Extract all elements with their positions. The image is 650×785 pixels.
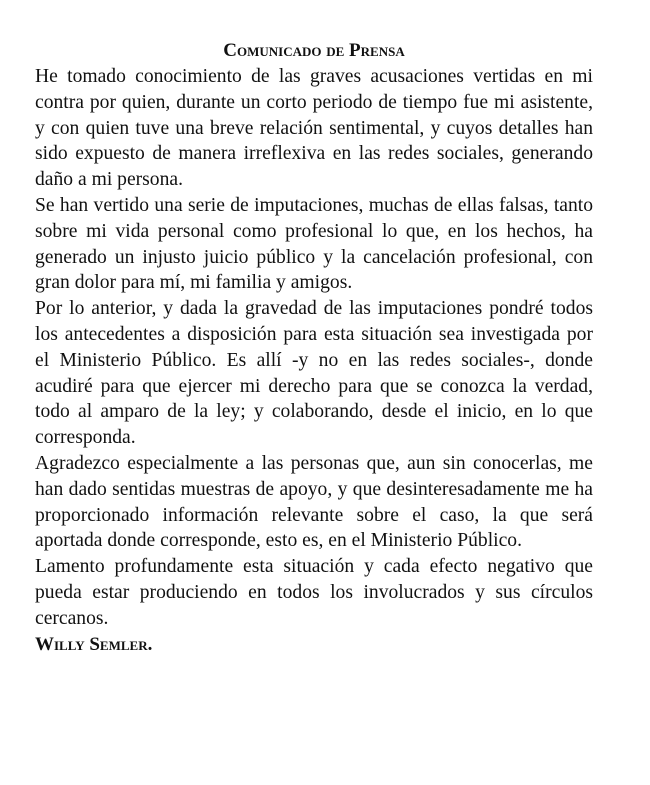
paragraph-4: Agradezco especialmente a las personas que, aun sin conocerlas, me han dado sentidas muestras de apoyo, y que desinteresadamente me ha proporcionado información relevante sobre el caso, la que será aportada donde corresponde, esto es, en el Ministerio Público. — [35, 452, 593, 552]
paragraph-3: Por lo anterior, y dada la gravedad de las imputaciones pondré todos los antecedentes a disposición para esta situación sea investigada por el Ministerio Público. Es allí -y no en las redes sociales-, donde acudiré para que ejercer mi derecho para que se conozca la verdad, todo al amparo de la ley; y colaborando, desde el inicio, en lo que corresponda. — [35, 298, 593, 449]
press-release — [35, 38, 593, 658]
document-title: Comunicado de Prensa — [223, 40, 405, 61]
paragraph-5: Lamento profundamente esta situación y cada efecto negativo que pueda estar produciendo en todos los involucrados y sus círculos cercanos. — [35, 556, 593, 629]
signature: Willy Semler. — [35, 633, 153, 655]
paragraph-2: Se han vertido una serie de imputaciones, muchas de ellas falsas, tanto sobre mi vida personal como profesional lo que, en los hechos, ha generado un injusto juicio público y la cancelación profesional, con gran dolor para mí, mi familia y amigos. — [35, 194, 593, 294]
paragraph-1: He tomado conocimiento de las graves acusaciones vertidas en mi contra por quien, durante un corto periodo de tiempo fue mi asistente, y con quien tuve una breve relación sentimental, y cuyos detalles han sido expuesto de manera irreflexiva en las redes sociales, generando daño a mi persona. — [35, 66, 593, 191]
